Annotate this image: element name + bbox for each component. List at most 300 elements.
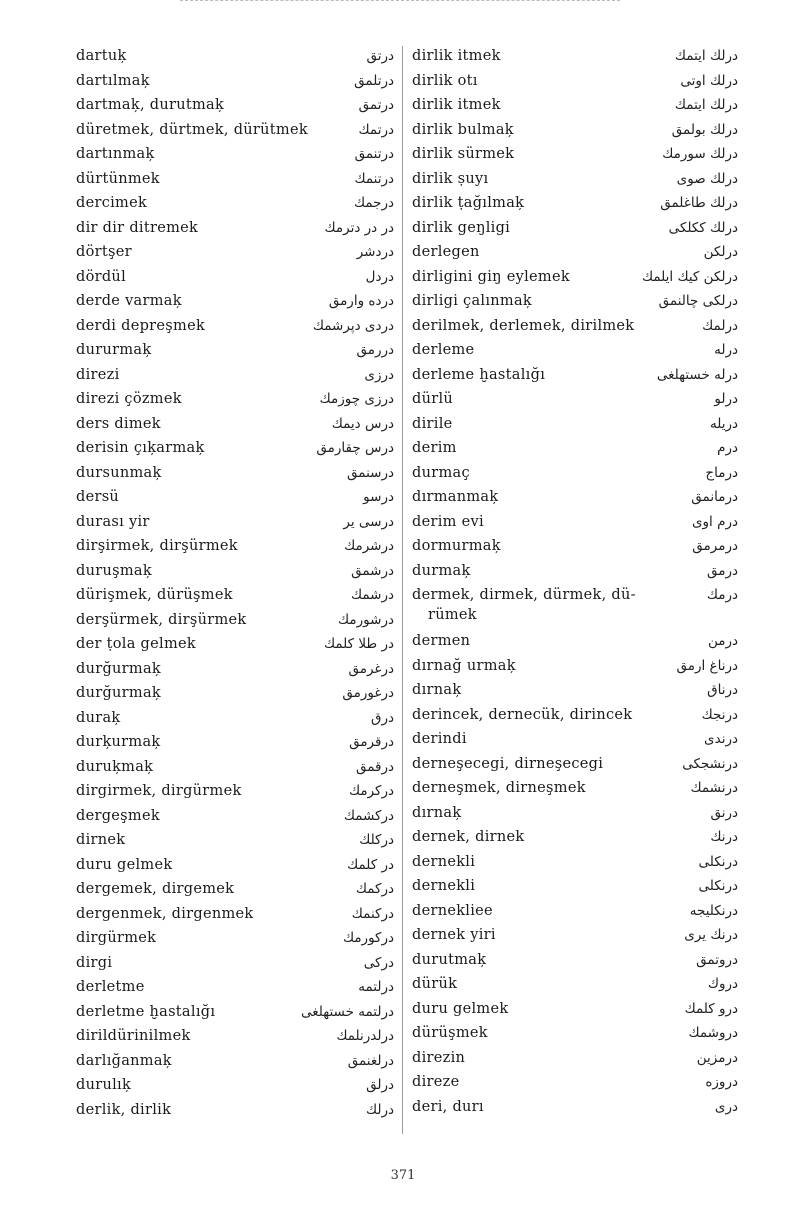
- entry-headword: der ṭola gelmek: [76, 636, 196, 652]
- entry-arabic-script: درزى چوزمك: [319, 391, 394, 407]
- entry-headword: dürüşmek: [412, 1025, 488, 1041]
- entry-transliteration: [412, 487, 652, 507]
- dictionary-entry: [412, 1072, 738, 1097]
- entry-headword: dergenmek, dirgenmek: [76, 905, 254, 922]
- entry-headword: dernekli: [412, 853, 476, 870]
- dictionary-entry: [412, 46, 738, 71]
- entry-transliteration: [76, 487, 316, 507]
- dictionary-entry: [76, 977, 394, 1002]
- entry-arabic-script: درلتمه خستهلغى: [301, 1003, 394, 1020]
- dictionary-entry: [412, 901, 738, 926]
- entry-headword: dirlik sürmek: [412, 146, 515, 162]
- entry-arabic-script: در كلمك: [347, 856, 394, 873]
- entry-transliteration: [412, 656, 652, 676]
- dictionary-entry: [412, 999, 738, 1024]
- entry-transliteration: [412, 901, 652, 921]
- entry-headword: dirlik geŋligi: [412, 219, 511, 236]
- entry-transliteration: [412, 512, 652, 532]
- entry-transliteration: [76, 732, 316, 752]
- entry-headword: deri, durı: [412, 1098, 484, 1115]
- dictionary-entry: [76, 904, 394, 929]
- entry-headword: dir dir ditremek: [76, 219, 199, 236]
- entry-arabic-script: درلق: [366, 1077, 394, 1093]
- entry-arabic-script: درمرمق: [692, 538, 738, 554]
- entry-arabic-script: درمانمق: [691, 489, 738, 505]
- entry-arabic-script: دركنمك: [351, 905, 394, 922]
- entry-headword: dartmaķ, durutmaķ: [76, 97, 225, 113]
- entry-arabic-script: در طلا كلمك: [324, 636, 394, 652]
- entry-headword: dırnaķ: [412, 804, 462, 821]
- entry-transliteration: [412, 925, 652, 945]
- entry-headword: durķurmaķ: [76, 734, 161, 750]
- dictionary-entry: [412, 95, 738, 120]
- entry-arabic-script: درو كلمك: [684, 1000, 738, 1017]
- entry-transliteration: [76, 512, 316, 532]
- entry-headword: dürlü: [412, 391, 454, 407]
- dictionary-entry: [412, 585, 738, 631]
- entry-arabic-script: درلك ككلكى: [668, 219, 738, 236]
- entry-headword: dirlik itmek: [412, 97, 501, 113]
- entry-headword: dururmaķ: [76, 342, 152, 358]
- dictionary-entry: [412, 1048, 738, 1073]
- entry-transliteration: [76, 953, 316, 973]
- dictionary-entry: [76, 1026, 394, 1051]
- entry-headword: direze: [412, 1074, 460, 1090]
- entry-arabic-script: درمق: [706, 562, 738, 579]
- entry-headword: durmaç: [412, 464, 470, 481]
- entry-headword: duraķ: [76, 709, 121, 726]
- dictionary-entry: [76, 536, 394, 561]
- entry-arabic-script: درم: [717, 440, 738, 456]
- dictionary-entry: [76, 463, 394, 488]
- entry-transliteration: [412, 291, 652, 311]
- entry-arabic-script: درلك اوتى: [680, 72, 738, 89]
- dictionary-entry: [76, 855, 394, 880]
- entry-transliteration: [76, 267, 316, 287]
- entry-headword: derneşecegi, dirneşecegi: [412, 755, 604, 772]
- entry-transliteration: [76, 830, 316, 850]
- entry-transliteration: [76, 316, 313, 336]
- entry-arabic-script: درمك: [706, 587, 738, 603]
- entry-headword: dörtşer: [76, 244, 132, 260]
- dictionary-entry: [76, 512, 394, 537]
- entry-headword: dergemek, dirgemek: [76, 881, 235, 897]
- dictionary-entry: [76, 634, 394, 659]
- entry-transliteration: [76, 193, 316, 213]
- entry-headword: dırnağ urmaķ: [412, 657, 516, 674]
- page-number: 371: [390, 1168, 416, 1183]
- entry-arabic-script: دروشمك: [688, 1025, 738, 1041]
- entry-headword: derincek, dernecük, dirincek: [412, 706, 633, 723]
- dictionary-entry: [76, 757, 394, 782]
- dictionary-entry: [76, 193, 394, 218]
- entry-arabic-script: درنك يرى: [684, 927, 738, 943]
- entry-headword: derisin çıķarmaķ: [76, 440, 205, 456]
- entry-transliteration: [76, 708, 316, 728]
- dictionary-entry: [412, 827, 738, 852]
- entry-headword: derşürmek, dirşürmek: [76, 611, 247, 628]
- entry-transliteration: [76, 781, 316, 801]
- entry-arabic-script: درماج: [705, 464, 738, 481]
- entry-transliteration: [412, 46, 652, 66]
- dictionary-entry: [76, 585, 394, 610]
- entry-transliteration: [76, 340, 316, 360]
- dictionary-entry: [412, 71, 738, 96]
- entry-transliteration: [76, 757, 316, 777]
- dictionary-entry: [76, 144, 394, 169]
- entry-arabic-script: درق: [370, 709, 394, 726]
- dictionary-entry: [76, 879, 394, 904]
- dictionary-entry: [412, 729, 738, 754]
- dictionary-entry: [76, 242, 394, 267]
- entry-headword: durmaķ: [412, 562, 471, 579]
- entry-transliteration: [412, 561, 652, 581]
- entry-headword: derim: [412, 440, 457, 456]
- entry-transliteration: [76, 855, 316, 875]
- dictionary-entry: [412, 389, 738, 414]
- right-column: [412, 46, 738, 1121]
- entry-headword: dernekliee: [412, 902, 493, 919]
- entry-transliteration: [412, 680, 652, 700]
- entry-headword: dirgirmek, dirgürmek: [76, 783, 242, 799]
- entry-arabic-script: دركلك: [359, 832, 394, 848]
- entry-arabic-script: دريله: [710, 415, 738, 432]
- dictionary-entry: [412, 463, 738, 488]
- entry-arabic-script: درلمك: [702, 317, 738, 334]
- entry-headword: darlığanmaķ: [76, 1052, 172, 1069]
- entry-transliteration: [412, 389, 652, 409]
- entry-arabic-script: درلو: [714, 391, 738, 407]
- entry-arabic-script: درلتمه: [358, 979, 394, 995]
- entry-headword: dirligi çalınmaķ: [412, 293, 533, 309]
- dictionary-entry: [412, 876, 738, 901]
- entry-transliteration: [412, 169, 652, 189]
- entry-arabic-script: درى: [714, 1098, 738, 1115]
- dictionary-entry: [76, 267, 394, 292]
- entry-headword: dersü: [76, 489, 120, 505]
- entry-headword: durğurmaķ: [76, 660, 161, 677]
- entry-transliteration: [76, 928, 316, 948]
- dictionary-entry: [412, 340, 738, 365]
- dictionary-entry: [76, 340, 394, 365]
- dictionary-entry: [76, 46, 394, 71]
- entry-transliteration: [412, 1023, 652, 1043]
- entry-transliteration: [412, 438, 652, 458]
- entry-transliteration: [412, 316, 652, 336]
- dictionary-entry: [76, 732, 394, 757]
- entry-transliteration: [412, 536, 652, 556]
- entry-transliteration: [76, 463, 316, 483]
- dictionary-entry: [412, 1023, 738, 1048]
- entry-arabic-script: درشرمك: [344, 538, 394, 554]
- entry-transliteration: [412, 463, 652, 483]
- entry-transliteration: [412, 144, 652, 164]
- dictionary-entry: [412, 316, 738, 341]
- dictionary-entry: [412, 414, 738, 439]
- dictionary-entry: [412, 512, 738, 537]
- dictionary-entry: [76, 683, 394, 708]
- entry-transliteration: [412, 631, 652, 651]
- entry-transliteration: [76, 683, 316, 703]
- entry-headword: derilmek, derlemek, dirilmek: [412, 317, 635, 334]
- entry-arabic-script: درتمق: [358, 97, 394, 113]
- entry-transliteration: [76, 585, 316, 605]
- entry-arabic-script: درتق: [366, 48, 394, 64]
- entry-headword: derneşmek, dirneşmek: [412, 780, 586, 796]
- entry-headword: derleme ḫastalığı: [412, 366, 546, 383]
- entry-arabic-script: درتمك: [358, 121, 394, 138]
- dictionary-entry: [76, 830, 394, 855]
- entry-arabic-script: درناغ ارمق: [676, 657, 738, 674]
- entry-headword: duru gelmek: [76, 856, 173, 873]
- entry-transliteration: [76, 1026, 316, 1046]
- dictionary-entry: [412, 1097, 738, 1122]
- dictionary-entry: [76, 438, 394, 463]
- entry-transliteration: [412, 71, 652, 91]
- entry-arabic-script: دركشمك: [343, 807, 394, 824]
- entry-headword: dirlik otı: [412, 72, 478, 89]
- column-divider: [402, 46, 403, 1134]
- entry-transliteration: [76, 1002, 301, 1022]
- dictionary-entry: [76, 316, 394, 341]
- entry-arabic-script: درس ديمك: [331, 415, 394, 432]
- entry-headword: dartuķ: [76, 48, 127, 64]
- dictionary-entry: [76, 169, 394, 194]
- left-column: [76, 46, 394, 1124]
- entry-headword: dirligini giŋ eylemek: [412, 268, 570, 285]
- entry-arabic-script: درده وارمق: [328, 293, 394, 309]
- entry-arabic-script: دروتمق: [696, 951, 738, 968]
- entry-arabic-script: درلكى چالنمق: [658, 293, 738, 309]
- dictionary-entry: [76, 120, 394, 145]
- entry-transliteration: [76, 659, 316, 679]
- entry-transliteration: [76, 169, 316, 189]
- entry-transliteration: [412, 1048, 652, 1068]
- entry-headword: dirlik itmek: [412, 48, 501, 64]
- dictionary-entry: [76, 95, 394, 120]
- entry-transliteration: [76, 291, 316, 311]
- entry-headword: direzin: [412, 1049, 466, 1066]
- dictionary-entry: [412, 291, 738, 316]
- entry-headword: dernek yiri: [412, 927, 496, 943]
- entry-arabic-script: درلك صوى: [676, 170, 738, 187]
- entry-arabic-script: درلكن: [703, 244, 738, 260]
- dictionary-entry: [412, 438, 738, 463]
- entry-arabic-script: درشورمك: [338, 611, 394, 628]
- dictionary-entry: [76, 365, 394, 390]
- entry-arabic-script: دردل: [365, 268, 394, 285]
- entry-arabic-script: درناق: [707, 682, 738, 698]
- entry-headword: dercimek: [76, 195, 148, 211]
- entry-transliteration: [412, 267, 642, 287]
- entry-headword: direzi çözmek: [76, 391, 182, 407]
- entry-transliteration: [412, 120, 652, 140]
- dictionary-entry: [76, 610, 394, 635]
- entry-arabic-script: درغرمق: [348, 660, 394, 677]
- entry-transliteration: [76, 144, 316, 164]
- dictionary-entry: [412, 680, 738, 705]
- entry-headword: dormurmaķ: [412, 538, 501, 554]
- entry-headword: durulıķ: [76, 1077, 132, 1093]
- entry-transliteration: [412, 340, 652, 360]
- dictionary-entry: [412, 950, 738, 975]
- entry-arabic-script: در در دترمك: [324, 219, 394, 236]
- entry-arabic-script: درنكلى: [698, 878, 738, 894]
- entry-headword: düretmek, dürtmek, dürütmek: [76, 121, 308, 138]
- entry-transliteration: [76, 389, 316, 409]
- entry-transliteration: [76, 1100, 316, 1120]
- entry-transliteration: [412, 876, 652, 896]
- entry-headword: dirgürmek: [76, 930, 157, 946]
- entry-arabic-script: درم اوى: [691, 513, 738, 530]
- entry-transliteration: [76, 634, 316, 654]
- entry-transliteration: [76, 242, 316, 262]
- dictionary-entry: [412, 267, 738, 292]
- entry-arabic-script: درزى: [364, 366, 394, 383]
- entry-arabic-script: درنك: [710, 829, 738, 845]
- entry-transliteration: [412, 974, 652, 994]
- dictionary-entry: [412, 365, 738, 390]
- entry-transliteration: [412, 218, 652, 238]
- dictionary-entry: [412, 193, 738, 218]
- entry-arabic-script: درسى ير: [343, 513, 394, 530]
- entry-transliteration: [76, 1051, 316, 1071]
- entry-transliteration: [412, 705, 652, 725]
- entry-arabic-script: درنكليجه: [689, 902, 738, 919]
- dictionary-entry: [412, 705, 738, 730]
- entry-arabic-script: دررمق: [356, 342, 394, 358]
- entry-transliteration: [412, 365, 652, 385]
- entry-headword: durutmaķ: [412, 951, 487, 968]
- dictionary-entry: [76, 218, 394, 243]
- entry-transliteration: [76, 120, 316, 140]
- dictionary-entry: [412, 218, 738, 243]
- dictionary-entry: [412, 631, 738, 656]
- dictionary-entry: [76, 71, 394, 96]
- entry-headword: dirile: [412, 415, 453, 432]
- entry-arabic-script: درقرمق: [349, 734, 394, 750]
- entry-arabic-script: درلك بولمق: [671, 121, 738, 138]
- entry-headword: derlik, dirlik: [76, 1101, 172, 1118]
- entry-transliteration: [412, 999, 652, 1019]
- entry-headword: derim evi: [412, 513, 484, 530]
- scan-edge-marks: [180, 0, 620, 9]
- entry-transliteration: [412, 414, 652, 434]
- dictionary-entry: [76, 487, 394, 512]
- entry-arabic-script: دردى دپرشمك: [312, 317, 394, 334]
- entry-headword: dördül: [76, 268, 127, 285]
- entry-transliteration: [412, 95, 652, 115]
- entry-arabic-script: درله: [714, 342, 738, 358]
- entry-arabic-script: درلدرنلمك: [336, 1028, 394, 1044]
- entry-headword: derletme: [76, 979, 145, 995]
- dictionary-entry: [412, 852, 738, 877]
- dictionary-entry: [412, 487, 738, 512]
- entry-arabic-script: دردشر: [356, 244, 394, 260]
- entry-transliteration: [412, 1097, 652, 1117]
- entry-transliteration: [76, 977, 316, 997]
- dictionary-entry: [76, 1100, 394, 1125]
- entry-transliteration: [412, 827, 652, 847]
- entry-transliteration: [76, 438, 316, 458]
- entry-headword: dermek, dirmek, dürmek, dü-: [412, 587, 636, 603]
- entry-headword: derlegen: [412, 244, 480, 260]
- entry-arabic-script: درلك سورمك: [662, 146, 738, 162]
- dictionary-entry: [76, 1051, 394, 1076]
- dictionary-entry: [76, 1002, 394, 1027]
- dictionary-entry: [76, 953, 394, 978]
- dictionary-entry: [412, 169, 738, 194]
- entry-headword: ders dimek: [76, 415, 161, 432]
- entry-transliteration: [76, 1075, 316, 1095]
- entry-headword: dirildürinilmek: [76, 1028, 191, 1044]
- entry-arabic-script: درنشمك: [690, 780, 738, 796]
- dictionary-entry: [412, 656, 738, 681]
- entry-transliteration: [76, 806, 316, 826]
- entry-headword: dirnek: [76, 832, 126, 848]
- entry-transliteration: [412, 754, 652, 774]
- entry-arabic-script: درغورمق: [342, 685, 394, 701]
- dictionary-entry: [76, 389, 394, 414]
- entry-headword: derdi depreşmek: [76, 317, 206, 334]
- dictionary-entry: [76, 659, 394, 684]
- entry-arabic-script: درندى: [704, 731, 738, 747]
- entry-headword: dernekli: [412, 878, 476, 894]
- entry-arabic-script: درنشجكى: [682, 755, 738, 772]
- dictionary-entry: [76, 708, 394, 733]
- dictionary-entry: [412, 803, 738, 828]
- entry-headword: derde varmaķ: [76, 293, 182, 309]
- entry-arabic-script: درتنمك: [354, 170, 394, 187]
- entry-transliteration: [76, 414, 316, 434]
- entry-arabic-script: دروك: [707, 976, 738, 992]
- entry-headword: derindi: [412, 731, 467, 747]
- entry-transliteration: [412, 778, 652, 798]
- entry-arabic-script: درلك ايتمك: [674, 48, 738, 64]
- entry-arabic-script: درلكن كيك ايلمك: [642, 268, 738, 285]
- entry-headword: dartınmaķ: [76, 146, 155, 162]
- entry-arabic-script: درلك: [365, 1101, 394, 1118]
- entry-arabic-script: درلغنمق: [347, 1052, 394, 1069]
- entry-headword: dürük: [412, 976, 458, 992]
- dictionary-entry: [76, 414, 394, 439]
- entry-arabic-script: درشمق: [351, 562, 394, 579]
- dictionary-entry: [412, 144, 738, 169]
- entry-continuation: rümek: [428, 607, 477, 623]
- entry-arabic-script: درشمك: [350, 587, 394, 603]
- entry-headword: dirlik ṣuyı: [412, 170, 489, 187]
- dictionary-entry: [412, 536, 738, 561]
- entry-headword: dirlik bulmaķ: [412, 121, 514, 138]
- dictionary-entry: [412, 242, 738, 267]
- entry-arabic-script: درله خستهلغى: [656, 366, 738, 383]
- entry-arabic-script: دركورمك: [342, 930, 394, 946]
- entry-headword: derleme: [412, 342, 475, 358]
- entry-arabic-script: درس چقارمق: [316, 440, 394, 456]
- dictionary-entry: [412, 974, 738, 999]
- entry-arabic-script: درقمق: [355, 758, 394, 775]
- entry-arabic-script: دروزه: [705, 1074, 738, 1090]
- entry-arabic-script: درتنمق: [354, 146, 394, 162]
- entry-headword: duruşmaķ: [76, 562, 152, 579]
- entry-headword: dartılmaķ: [76, 72, 150, 89]
- dictionary-entry: [76, 781, 394, 806]
- entry-headword: duruķmaķ: [76, 758, 154, 775]
- entry-headword: dernek, dirnek: [412, 829, 525, 845]
- entry-arabic-script: درنجك: [701, 706, 738, 723]
- entry-arabic-script: درلك ايتمك: [674, 97, 738, 113]
- entry-arabic-script: درسنمق: [347, 464, 394, 481]
